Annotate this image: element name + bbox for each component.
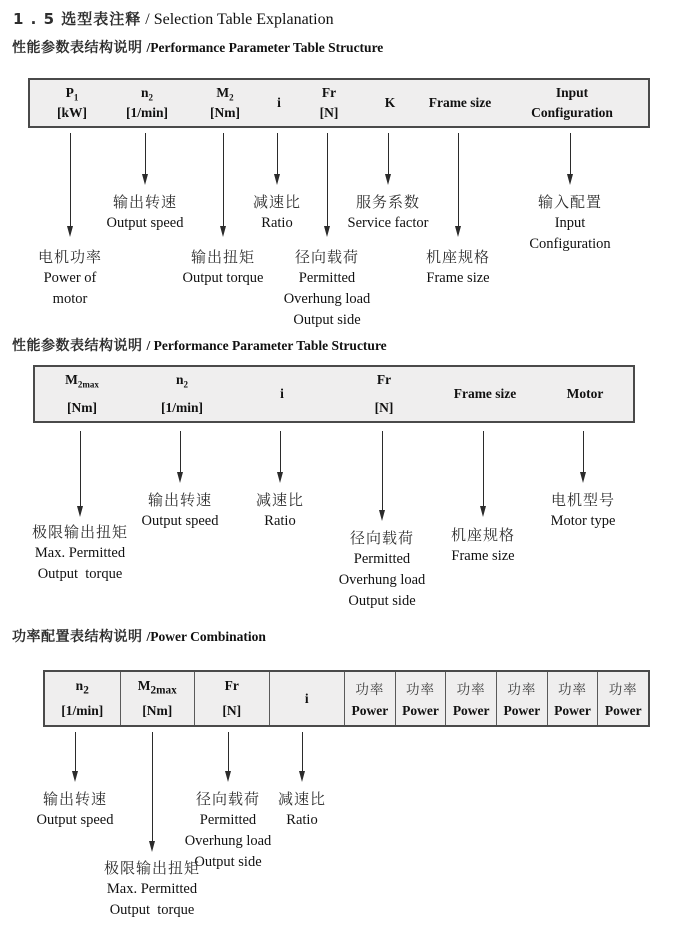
arrow-m2max: [149, 732, 155, 852]
callout-ratio: 减速比 Ratio: [277, 790, 327, 828]
callout-overhung-load: 径向载荷 Permitted Overhung load Output side: [184, 790, 272, 870]
callout-input-configuration: 输入配置 Input Configuration: [529, 193, 611, 252]
section-3-heading: [12, 626, 266, 646]
col-header-input-configuration: Input Configuration: [531, 85, 613, 120]
col-header-m2max: $M_{2max}$ [Nm]: [65, 372, 99, 415]
callout-output-speed: 输出转速 Output speed: [106, 193, 184, 231]
col-header-power-4: 功率 Power: [496, 672, 547, 725]
callout-output-speed: 输出转速 Output speed: [141, 491, 219, 529]
callout-overhung-load: 径向载荷 Permitted Overhung load Output side: [283, 248, 371, 328]
section-2-heading: [12, 335, 387, 355]
arrow-motor: [580, 431, 586, 483]
arrow-k: [385, 133, 391, 185]
callout-max-permitted-output-torque: 极限输出扭矩 Max. Permitted Output torque: [103, 859, 201, 918]
section-3-heading-en: /Power Combination: [146, 629, 266, 644]
col-header-i: i: [277, 95, 281, 110]
section-1-heading-zh: 性能参数表结构说明: [12, 40, 143, 56]
callout-service-factor: 服务系数 Service factor: [347, 193, 429, 231]
col-header-n2: $n_2$ [1/min]: [161, 372, 203, 415]
arrow-i: [299, 732, 305, 782]
col-header-power-5: 功率 Power: [547, 672, 598, 725]
arrow-m2: [220, 133, 226, 237]
power-combination-table: [43, 670, 650, 727]
col-header-k: K: [384, 95, 396, 110]
callout-frame-size: 机座规格 Frame size: [450, 526, 516, 564]
col-header-i: i: [280, 386, 284, 401]
section-3-heading-zh: 功率配置表结构说明: [12, 629, 143, 645]
section-1-heading-en: /Performance Parameter Table Structure: [146, 40, 384, 55]
arrow-i: [274, 133, 280, 185]
callout-ratio: 减速比 Ratio: [255, 491, 305, 529]
arrow-m2max: [77, 431, 83, 517]
col-header-fr: Fr [N]: [194, 672, 269, 725]
col-header-power-1: 功率 Power: [344, 672, 395, 725]
col-header-fr: Fr [N]: [319, 85, 339, 120]
col-header-power-3: 功率 Power: [445, 672, 496, 725]
col-header-frame-size: Frame size: [428, 95, 492, 110]
arrow-i: [277, 431, 283, 483]
callout-output-speed: 输出转速 Output speed: [36, 790, 114, 828]
col-header-m2: $M_2$ [Nm]: [210, 85, 240, 120]
callout-power-of-motor: 电机功率 Power of motor: [37, 248, 103, 307]
callout-frame-size: 机座规格 Frame size: [425, 248, 491, 286]
col-header-n2: $n_2$ [1/min]: [61, 678, 104, 718]
arrow-n2: [142, 133, 148, 185]
col-header-fr: Fr [N]: [374, 372, 394, 415]
arrow-fr: [379, 431, 385, 521]
arrow-frame-size: [455, 133, 461, 237]
callout-output-torque: 输出扭矩 Output torque: [182, 248, 264, 286]
arrow-n2: [72, 732, 78, 782]
col-header-power-6: 功率 Power: [597, 672, 648, 725]
arrow-p1: [67, 133, 73, 237]
arrow-frame-size: [480, 431, 486, 517]
col-header-power-2: 功率 Power: [395, 672, 446, 725]
arrow-fr: [225, 732, 231, 782]
col-header-n2: $n_2$ [1/min]: [126, 85, 168, 120]
callout-overhung-load: 径向载荷 Permitted Overhung load Output side: [338, 529, 426, 609]
section-2-heading-zh: 性能参数表结构说明: [12, 338, 143, 354]
callout-ratio: 减速比 Ratio: [252, 193, 302, 231]
col-header-frame-size: Frame size: [453, 386, 517, 401]
col-header-m2max: $M_{2max}$ [Nm]: [120, 672, 195, 725]
page-title: [13, 8, 334, 29]
section-1-heading: [12, 37, 383, 57]
col-header-i: i: [269, 672, 345, 725]
callout-max-permitted-output-torque: 极限输出扭矩 Max. Permitted Output torque: [31, 523, 129, 582]
arrow-n2: [177, 431, 183, 483]
performance-table-2: [33, 365, 635, 423]
section-2-heading-en: / Performance Parameter Table Structure: [146, 338, 387, 353]
col-header-motor: Motor: [566, 386, 604, 401]
page-title-zh: 1 . 5 选型表注释: [13, 10, 142, 28]
col-header-p1: $P_1$ [kW]: [57, 85, 87, 120]
arrow-fr: [324, 133, 330, 237]
page-title-en: / Selection Table Explanation: [145, 11, 334, 28]
arrow-input-configuration: [567, 133, 573, 185]
performance-table-1: [28, 78, 650, 128]
callout-motor-type: 电机型号 Motor type: [550, 491, 616, 529]
